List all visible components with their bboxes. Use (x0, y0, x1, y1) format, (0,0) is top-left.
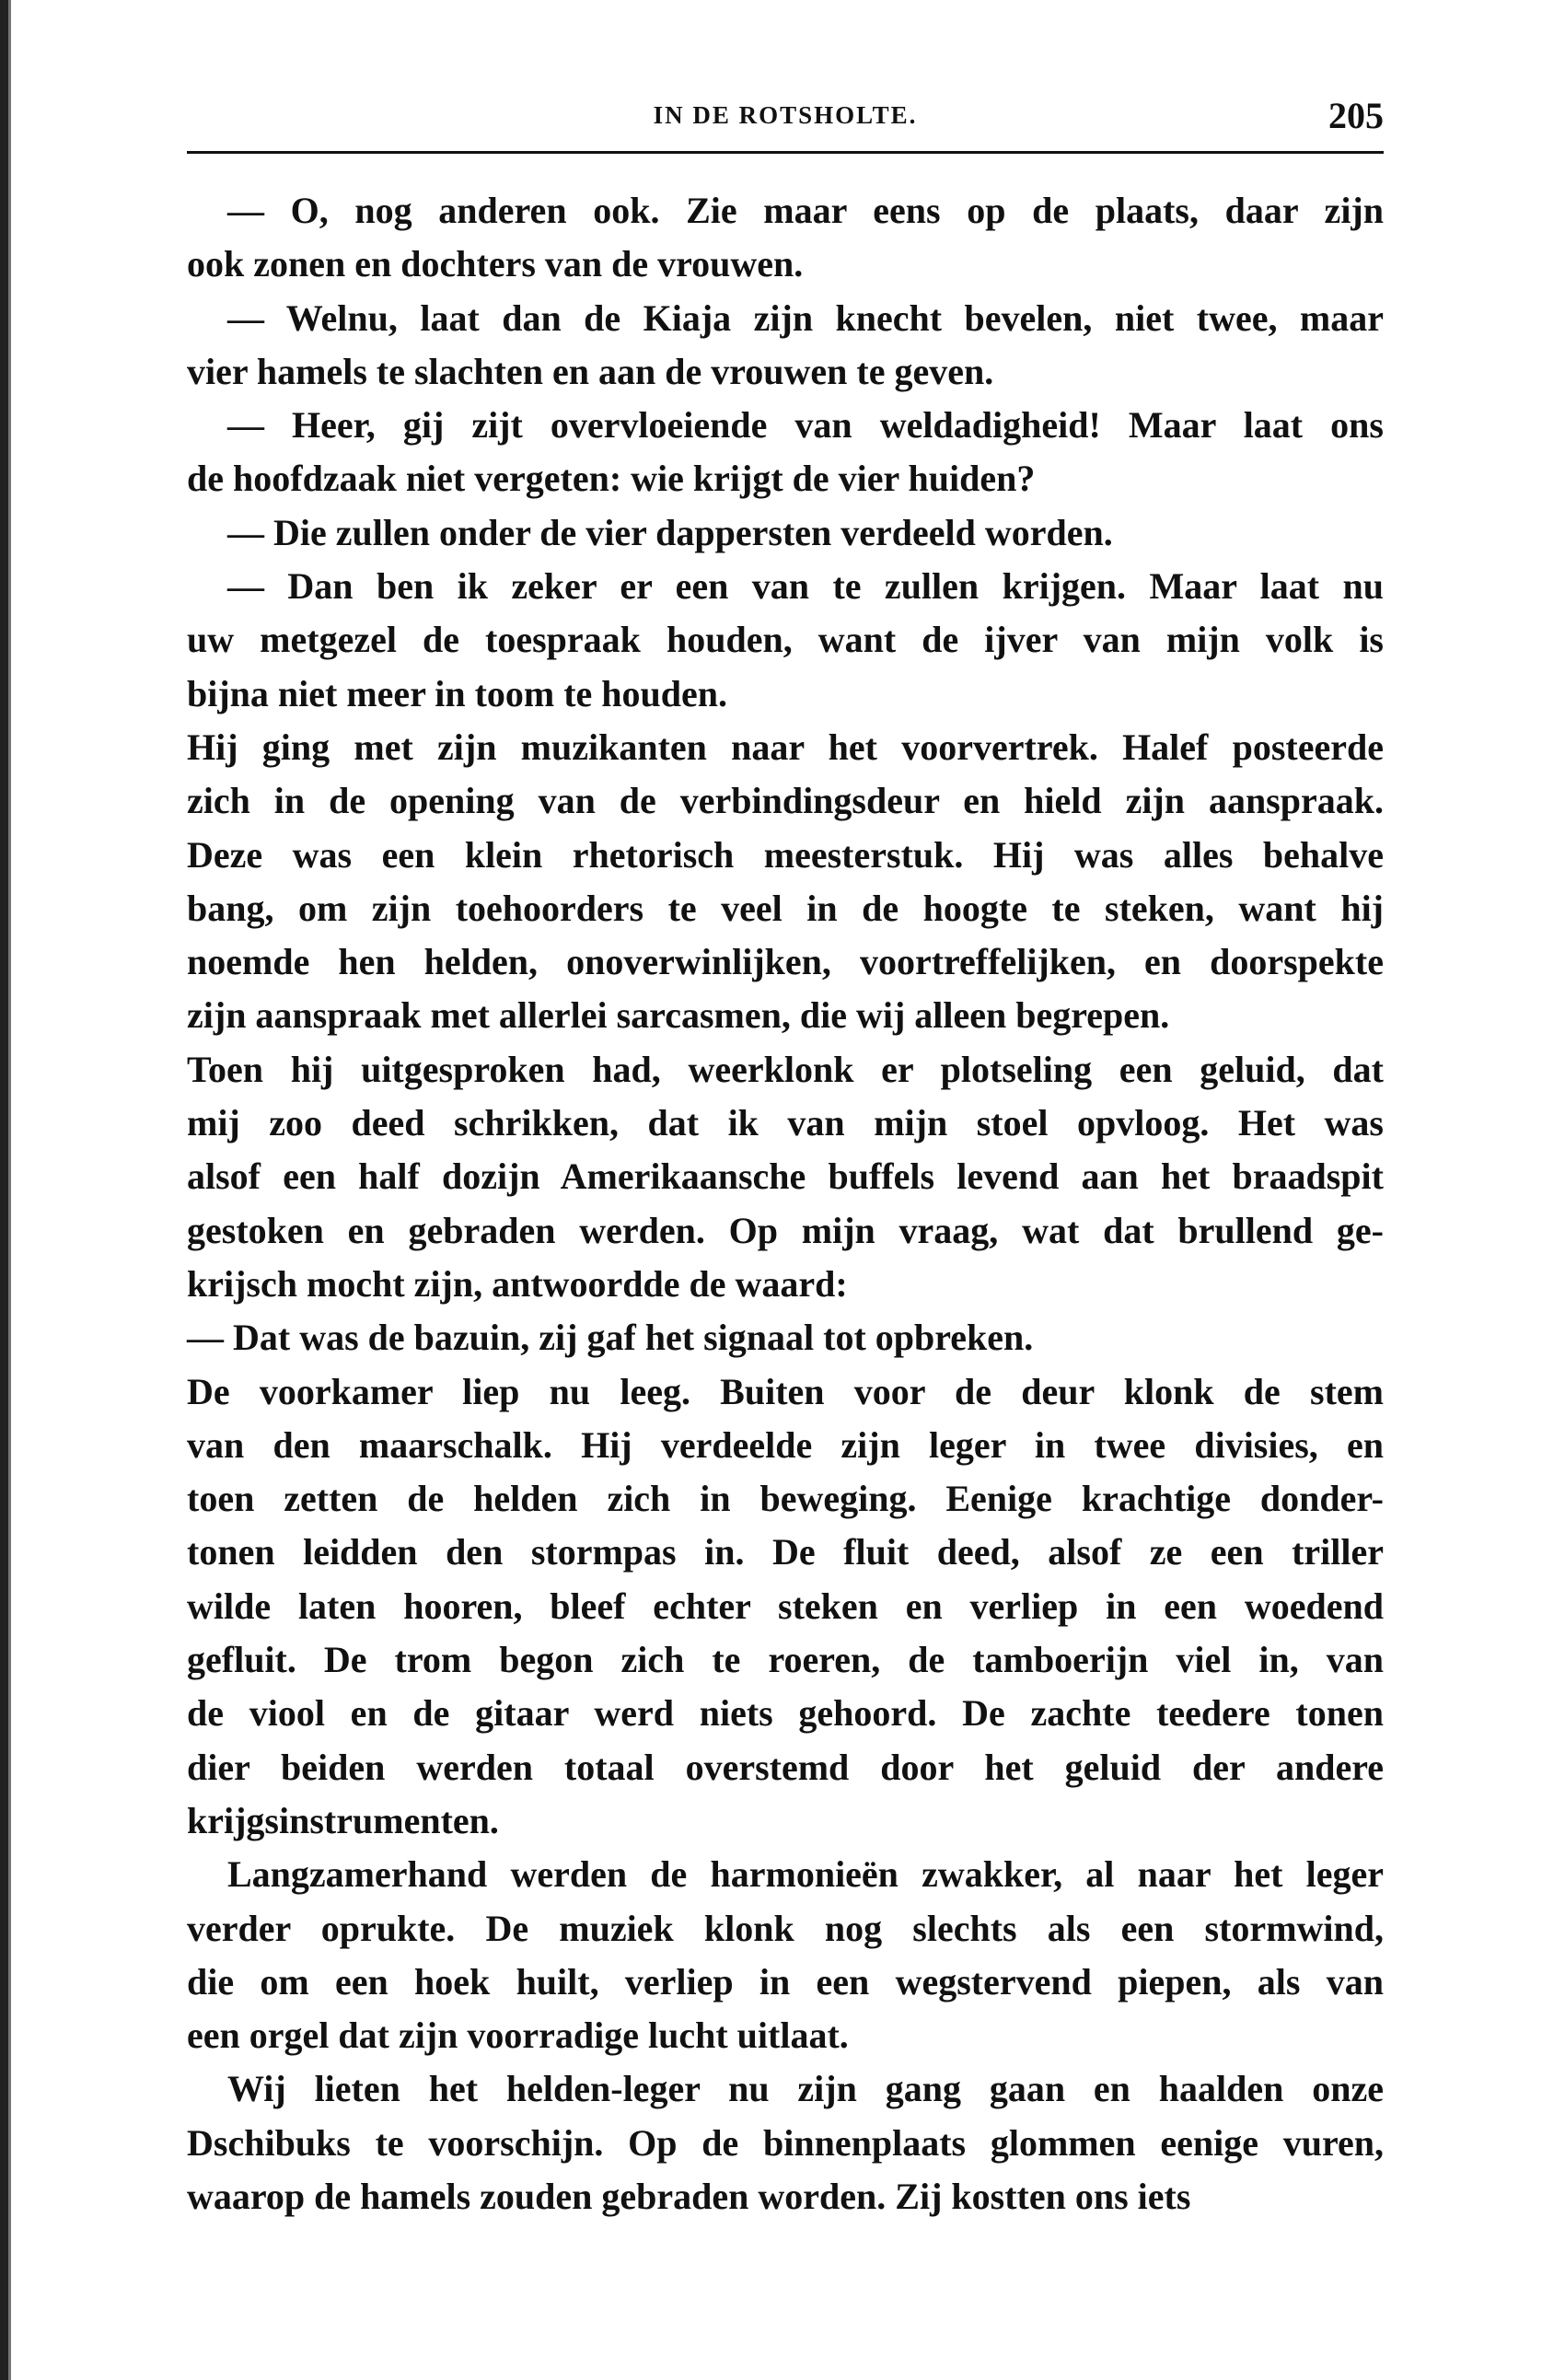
paragraph (187, 2062, 1384, 2223)
book-binding-edge (0, 0, 8, 2380)
paragraph (187, 506, 1384, 560)
text-line: — Dan ben ik zeker er een van te zullen krijgen. Maar laat nu (227, 565, 1384, 608)
header-rule (187, 151, 1384, 154)
text-line: van den maarschalk. Hij verdeelde zijn leger in twee divisies, en (187, 1423, 1384, 1466)
text-line: — O, nog anderen ook. Zie maar eens op de plaats, daar zijn (227, 190, 1384, 231)
text-line: — Heer, gij zijt overvloeiende van weldadigheid! Maar laat ons (227, 404, 1384, 447)
text-line: — Die zullen onder de vier dappersten verdeeld worden. (227, 511, 1113, 553)
paragraph (187, 560, 1384, 721)
text-line: alsof een half dozijn Amerikaansche buffels levend aan het braadspit (187, 1155, 1384, 1198)
text-line: een orgel dat zijn voorradige lucht uitlaat. (187, 2014, 849, 2057)
text-line: tonen leidden den stormpas in. De fluit deed, alsof ze een triller (187, 1531, 1384, 1573)
text-line: verder oprukte. De muziek klonk nog slechts als een stormwind, (187, 1907, 1384, 1949)
text-line: De voorkamer liep nu leeg. Buiten voor de deur klonk de stem (187, 1370, 1384, 1412)
text-line: mij zoo deed schrikken, dat ik van mijn stoel opvloog. Het was (187, 1102, 1384, 1144)
text-line: bijna niet meer in toom te houden. (187, 672, 728, 714)
paragraph (187, 1365, 1384, 1849)
paragraph (187, 1043, 1384, 1311)
text-line: wilde laten hooren, bleef echter steken en verliep in een woedend (187, 1585, 1384, 1627)
text-line: dier beiden werden totaal overstemd door het geluid der andere (187, 1746, 1384, 1788)
text-line: krijsch mocht zijn, antwoordde de waard: (187, 1262, 848, 1305)
text-line: de hoofdzaak niet vergeten: wie krijgt de vier huiden? (187, 458, 1036, 500)
running-head (187, 94, 1384, 136)
text-line: gestoken en gebraden werden. Op mijn vraag, wat dat brullend ge- (187, 1209, 1384, 1251)
text-line: krijgsinstrumenten. (187, 1799, 499, 1841)
text-line: Langzamerhand werden de harmonieën zwakker, al naar het leger (227, 1853, 1384, 1896)
text-line: Deze was een klein rhetorisch meesterstuk. Hij was alles behalve (187, 833, 1384, 876)
text-line: — Welnu, laat dan de Kiaja zijn knecht bevelen, niet twee, maar (227, 296, 1384, 339)
text-line: de viool en de gitaar werd niets gehoord. De zachte teedere tonen (187, 1692, 1384, 1735)
text-line: zich in de opening van de verbindingsdeur en hield zijn aanspraak. (187, 780, 1384, 822)
paragraph (187, 721, 1384, 1043)
paragraph (187, 399, 1384, 506)
text-line: Hij ging met zijn muzikanten naar het voorvertrek. Halef posteerde (187, 726, 1384, 768)
text-line: bang, om zijn toehoorders te veel in de hoogte te steken, want hij (187, 887, 1384, 929)
text-line: gefluit. De trom begon zich te roeren, de tamboerijn viel in, van (187, 1639, 1384, 1681)
text-line: die om een hoek huilt, verliep in een wegstervend piepen, als van (187, 1960, 1384, 2003)
paragraph (187, 292, 1384, 400)
paragraph (187, 184, 1384, 292)
text-line: vier hamels te slachten en aan de vrouwen te geven. (187, 350, 994, 392)
text-line: zijn aanspraak met allerlei sarcasmen, die wij alleen begrepen. (187, 994, 1170, 1037)
text-line: waarop de hamels zouden gebraden worden. Zij kostten ons iets (187, 2175, 1191, 2217)
text-line: Dschibuks te voorschijn. Op de binnenplaats glommen eenige vuren, (187, 2121, 1384, 2164)
text-line: uw metgezel de toespraak houden, want de ijver van mijn volk is (187, 619, 1384, 661)
running-head-title: IN DE ROTSHOLTE. (653, 101, 918, 129)
text-line: toen zetten de helden zich in beweging. Eenige krachtige donder- (187, 1478, 1384, 1520)
text-line: ook zonen en dochters van de vrouwen. (187, 243, 804, 285)
text-line: — Dat was de bazuin, zij gaf het signaal tot opbreken. (187, 1317, 1034, 1359)
paragraph (187, 1311, 1384, 1364)
text-line: Toen hij uitgesproken had, weerklonk er plotseling een geluid, dat (187, 1048, 1384, 1090)
paragraph (187, 1848, 1384, 2062)
book-binding-shadow (8, 0, 11, 2380)
page-number: 205 (1328, 95, 1384, 136)
text-line: noemde hen helden, onoverwinlijken, voortreffelijken, en doorspekte (187, 941, 1384, 983)
page-body (187, 184, 1384, 2223)
text-line: Wij lieten het helden-leger nu zijn gang gaan en haalden onze (227, 2068, 1384, 2110)
